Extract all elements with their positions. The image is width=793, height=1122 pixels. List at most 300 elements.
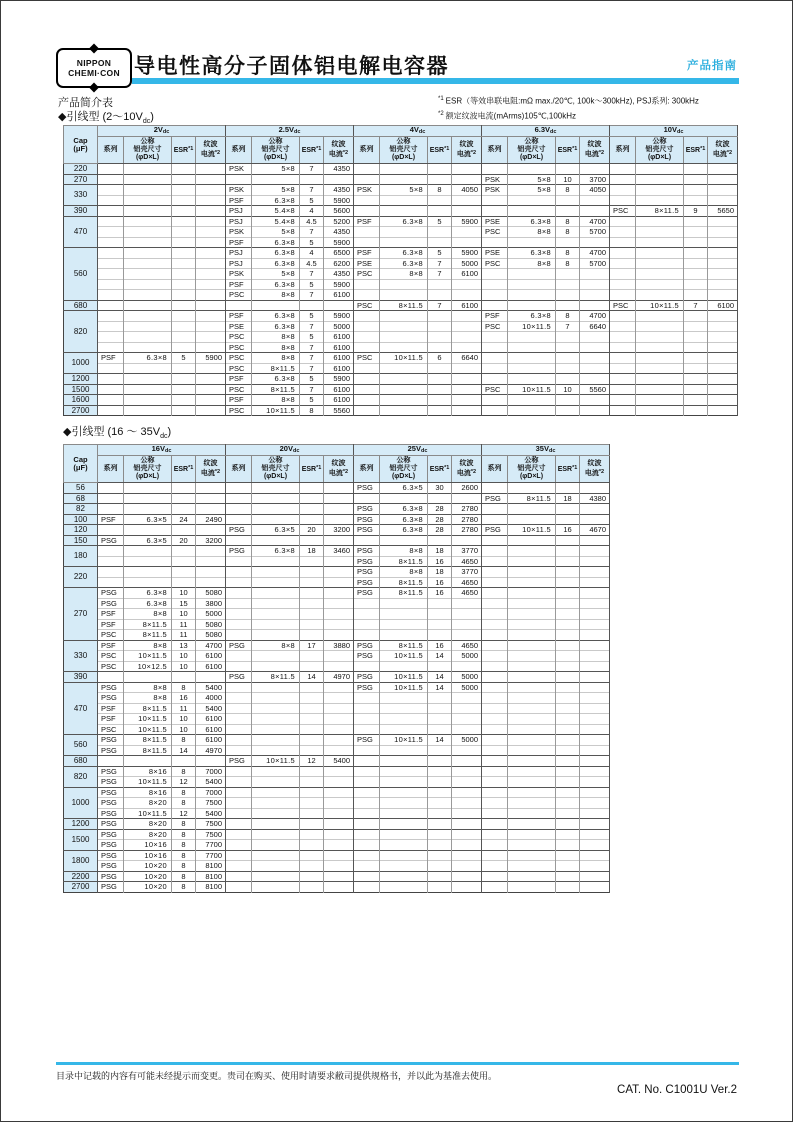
cell-series xyxy=(354,745,380,756)
cell-esr xyxy=(556,682,580,693)
cell-esr xyxy=(556,651,580,662)
cell-size: 10×20 xyxy=(124,871,172,882)
cell-series xyxy=(226,493,252,504)
cell-series: PSG xyxy=(226,640,252,651)
cell-esr xyxy=(428,693,452,704)
cell-series xyxy=(354,321,380,332)
cell-esr xyxy=(428,321,452,332)
cell-esr xyxy=(684,227,708,238)
cell-size: 8×8 xyxy=(124,682,172,693)
cell-size xyxy=(508,808,556,819)
table-row xyxy=(64,300,738,311)
cell-ripple xyxy=(580,798,610,809)
cell-series: PSE xyxy=(482,216,508,227)
cap-value: 270 xyxy=(64,174,98,185)
cell-esr: 14 xyxy=(428,682,452,693)
cell-size xyxy=(636,353,684,364)
cell-esr: 11 xyxy=(172,630,196,641)
cell-ripple xyxy=(452,756,482,767)
cell-esr xyxy=(172,374,196,385)
cell-size: 8×8 xyxy=(380,269,428,280)
cell-size xyxy=(252,735,300,746)
cell-series: PSC xyxy=(226,332,252,343)
title-accent-bar xyxy=(132,78,739,84)
cell-series: PSK xyxy=(482,174,508,185)
cell-esr xyxy=(556,766,580,777)
cell-series xyxy=(354,619,380,630)
cell-series xyxy=(226,745,252,756)
cell-esr xyxy=(556,850,580,861)
cell-esr xyxy=(428,871,452,882)
cell-series: PSG xyxy=(354,672,380,683)
footnotes xyxy=(438,93,699,123)
cell-size: 8×8 xyxy=(124,640,172,651)
cell-ripple xyxy=(452,840,482,851)
cell-ripple xyxy=(196,493,226,504)
cell-size xyxy=(508,556,556,567)
cell-esr xyxy=(556,829,580,840)
cell-ripple: 2780 xyxy=(452,525,482,536)
cell-size xyxy=(380,819,428,830)
cell-size xyxy=(124,237,172,248)
cell-size xyxy=(252,588,300,599)
cell-size xyxy=(508,567,556,578)
cell-size: 8×8 xyxy=(380,546,428,557)
cell-esr: 5 xyxy=(300,311,324,322)
cell-esr: 4.5 xyxy=(300,216,324,227)
cell-size: 10×11.5 xyxy=(380,672,428,683)
cell-esr xyxy=(684,353,708,364)
table1-heading-sub: dc xyxy=(142,118,151,126)
cell-size xyxy=(508,514,556,525)
cell-series xyxy=(354,206,380,217)
cell-series xyxy=(98,321,124,332)
cell-ripple xyxy=(324,871,354,882)
cap-value: 1500 xyxy=(64,384,98,395)
cell-series xyxy=(482,724,508,735)
cell-esr xyxy=(300,735,324,746)
logo-line2: CHEMI·CON xyxy=(68,68,120,78)
cell-size: 8×11.5 xyxy=(124,735,172,746)
cell-esr xyxy=(172,493,196,504)
cell-ripple xyxy=(452,829,482,840)
cap-value: 330 xyxy=(64,640,98,672)
table-row xyxy=(64,514,610,525)
cell-series xyxy=(226,861,252,872)
case-size-column-header: 公称 铝壳尺寸 (φD×L) xyxy=(252,137,300,164)
cell-series: PSF xyxy=(354,248,380,259)
table-row xyxy=(64,556,610,567)
cell-series xyxy=(226,661,252,672)
cell-esr xyxy=(556,609,580,620)
cap-value: 1000 xyxy=(64,787,98,819)
cell-esr xyxy=(428,787,452,798)
cell-size: 6.3×8 xyxy=(124,588,172,599)
cell-series: PSK xyxy=(354,185,380,196)
cell-esr xyxy=(300,861,324,872)
cell-ripple: 5900 xyxy=(324,237,354,248)
cell-esr: 7 xyxy=(428,300,452,311)
cell-size xyxy=(252,798,300,809)
cell-size xyxy=(508,290,556,301)
cell-esr xyxy=(556,164,580,175)
cell-size xyxy=(508,237,556,248)
cap-value: 180 xyxy=(64,546,98,567)
cell-series xyxy=(354,174,380,185)
cell-esr xyxy=(428,829,452,840)
footnote1-marker: *1 xyxy=(438,96,444,102)
cell-ripple xyxy=(580,651,610,662)
cell-ripple xyxy=(324,483,354,494)
cell-esr xyxy=(172,290,196,301)
cell-ripple xyxy=(452,850,482,861)
cell-esr xyxy=(428,374,452,385)
ripple-current-column-header: 纹波 电流$^{*2}$ xyxy=(580,137,610,164)
cell-ripple: 7700 xyxy=(196,840,226,851)
cell-esr xyxy=(172,384,196,395)
cell-esr xyxy=(300,483,324,494)
cell-size xyxy=(380,535,428,546)
cell-size: 8×11.5 xyxy=(124,703,172,714)
cell-series xyxy=(354,724,380,735)
cell-ripple: 2490 xyxy=(196,514,226,525)
cell-esr xyxy=(428,850,452,861)
cell-ripple xyxy=(196,290,226,301)
cell-esr xyxy=(684,174,708,185)
cell-series: PSK xyxy=(226,185,252,196)
cell-size xyxy=(380,227,428,238)
table-row xyxy=(64,321,738,332)
table-row xyxy=(64,588,610,599)
cap-value: 2700 xyxy=(64,882,98,893)
cell-size xyxy=(636,384,684,395)
cell-series: PSG xyxy=(354,640,380,651)
cell-series: PSC xyxy=(610,206,636,217)
case-size-column-header: 公称 铝壳尺寸 (φD×L) xyxy=(124,137,172,164)
voltage-group-header: $35V_{dc}$ xyxy=(482,445,610,456)
cell-size: 6.3×8 xyxy=(252,195,300,206)
cell-esr: 8 xyxy=(556,311,580,322)
cell-series: PSE xyxy=(482,248,508,259)
cell-series xyxy=(482,619,508,630)
cell-esr xyxy=(172,174,196,185)
esr-column-header: ESR$^{*1}$ xyxy=(556,456,580,483)
cell-size xyxy=(252,766,300,777)
cell-esr: 8 xyxy=(172,766,196,777)
cell-series: PSF xyxy=(98,640,124,651)
cell-size xyxy=(508,651,556,662)
cell-series: PSG xyxy=(98,787,124,798)
cell-ripple: 5900 xyxy=(452,216,482,227)
cell-size: 8×11.5 xyxy=(252,363,300,374)
cell-size xyxy=(124,756,172,767)
cell-esr: 8 xyxy=(172,840,196,851)
cell-ripple xyxy=(580,819,610,830)
cap-value: 100 xyxy=(64,514,98,525)
cell-size: 6.3×8 xyxy=(252,258,300,269)
cell-esr: 5 xyxy=(300,237,324,248)
cell-ripple xyxy=(452,808,482,819)
cell-size xyxy=(124,483,172,494)
cell-size: 8×11.5 xyxy=(380,588,428,599)
cell-series xyxy=(482,546,508,557)
cell-series xyxy=(226,609,252,620)
cell-esr: 5 xyxy=(428,248,452,259)
cell-esr: 14 xyxy=(300,672,324,683)
cell-esr xyxy=(428,493,452,504)
cell-ripple: 4970 xyxy=(196,745,226,756)
cell-size: 10×11.5 xyxy=(508,525,556,536)
cell-ripple xyxy=(452,321,482,332)
cell-esr xyxy=(300,300,324,311)
cell-size: 8×8 xyxy=(508,227,556,238)
cell-esr xyxy=(428,384,452,395)
cell-esr xyxy=(684,164,708,175)
cell-series: PSG xyxy=(98,598,124,609)
cell-size xyxy=(508,269,556,280)
cell-esr xyxy=(428,882,452,893)
cell-series xyxy=(226,619,252,630)
cell-size xyxy=(124,332,172,343)
cell-series: PSG xyxy=(354,504,380,515)
cell-esr xyxy=(428,661,452,672)
table-row xyxy=(64,227,738,238)
cell-esr xyxy=(428,395,452,406)
cell-series: PSF xyxy=(354,216,380,227)
cell-series xyxy=(98,405,124,416)
cell-esr xyxy=(300,703,324,714)
cell-ripple xyxy=(196,363,226,374)
cell-ripple: 3800 xyxy=(196,598,226,609)
cell-esr: 28 xyxy=(428,514,452,525)
cell-series xyxy=(482,556,508,567)
cell-esr xyxy=(428,405,452,416)
cell-size xyxy=(252,598,300,609)
table2-heading xyxy=(63,423,171,440)
cell-series xyxy=(354,819,380,830)
cell-ripple: 6200 xyxy=(324,258,354,269)
cell-series xyxy=(482,363,508,374)
cell-esr xyxy=(684,290,708,301)
cell-series xyxy=(482,735,508,746)
cell-esr xyxy=(556,483,580,494)
cell-esr xyxy=(556,882,580,893)
cell-esr xyxy=(428,206,452,217)
cell-esr: 8 xyxy=(172,798,196,809)
cell-esr xyxy=(172,405,196,416)
cell-ripple: 5900 xyxy=(324,195,354,206)
cell-esr: 7 xyxy=(428,269,452,280)
cell-ripple: 5900 xyxy=(452,248,482,259)
cell-size xyxy=(124,321,172,332)
cell-series: PSG xyxy=(354,525,380,536)
cell-esr: 10 xyxy=(172,588,196,599)
cell-series: PSF xyxy=(98,714,124,725)
cell-series xyxy=(354,714,380,725)
cell-series: PSF xyxy=(98,514,124,525)
cell-series xyxy=(98,227,124,238)
cell-ripple: 5560 xyxy=(324,405,354,416)
cell-size: 8×8 xyxy=(252,640,300,651)
table1-heading xyxy=(58,108,154,125)
table-row xyxy=(64,164,738,175)
cell-esr xyxy=(428,766,452,777)
cell-esr: 4.5 xyxy=(300,258,324,269)
cell-size xyxy=(636,290,684,301)
cell-ripple xyxy=(580,829,610,840)
cell-size xyxy=(636,195,684,206)
cell-size xyxy=(636,237,684,248)
section-heading: 产品简介表 xyxy=(58,97,113,109)
cell-ripple: 7500 xyxy=(196,819,226,830)
cell-ripple xyxy=(580,290,610,301)
cell-series xyxy=(98,248,124,259)
cell-ripple xyxy=(580,714,610,725)
cell-size: 8×11.5 xyxy=(380,300,428,311)
cell-esr xyxy=(300,829,324,840)
cell-series xyxy=(482,819,508,830)
cell-size: 8×11.5 xyxy=(380,640,428,651)
cell-esr xyxy=(172,258,196,269)
cell-esr: 6 xyxy=(428,353,452,364)
cell-ripple: 5900 xyxy=(324,311,354,322)
cell-series xyxy=(226,682,252,693)
table-row xyxy=(64,703,610,714)
cell-size xyxy=(380,493,428,504)
cell-series xyxy=(482,798,508,809)
cell-ripple xyxy=(452,174,482,185)
cell-series xyxy=(226,871,252,882)
cell-size xyxy=(252,829,300,840)
cell-ripple xyxy=(708,395,738,406)
cell-size xyxy=(252,609,300,620)
cell-ripple xyxy=(324,661,354,672)
cell-esr xyxy=(300,174,324,185)
cell-series xyxy=(98,311,124,322)
cell-series xyxy=(354,756,380,767)
cell-ripple: 4050 xyxy=(580,185,610,196)
cell-esr xyxy=(428,363,452,374)
cell-series xyxy=(226,787,252,798)
cell-size xyxy=(508,405,556,416)
cell-size xyxy=(508,735,556,746)
cell-ripple: 6100 xyxy=(324,342,354,353)
cell-esr: 10 xyxy=(556,174,580,185)
cell-series xyxy=(610,290,636,301)
cell-ripple: 4650 xyxy=(452,640,482,651)
cell-esr xyxy=(428,237,452,248)
cell-ripple xyxy=(196,483,226,494)
cell-ripple xyxy=(324,703,354,714)
cell-esr xyxy=(684,395,708,406)
cell-esr xyxy=(172,195,196,206)
case-size-column-header: 公称 铝壳尺寸 (φD×L) xyxy=(380,456,428,483)
cell-series xyxy=(98,395,124,406)
cell-size xyxy=(124,504,172,515)
cell-size: 10×11.5 xyxy=(508,384,556,395)
footer-disclaimer: 目录中记载的内容有可能未经提示而变更。贵司在购买、使用时请要求敝司提供规格书，并以此为基准去使用。 xyxy=(56,1071,498,1081)
series-column-header: 系列 xyxy=(226,456,252,483)
cell-size xyxy=(380,206,428,217)
cell-series xyxy=(354,164,380,175)
cell-series xyxy=(98,504,124,515)
cell-series xyxy=(482,405,508,416)
footnote-ripple xyxy=(438,108,699,123)
cell-esr: 12 xyxy=(172,777,196,788)
cell-series xyxy=(226,819,252,830)
cell-ripple xyxy=(580,195,610,206)
cell-series: PSG xyxy=(98,829,124,840)
cell-ripple: 3700 xyxy=(580,174,610,185)
cell-size xyxy=(124,672,172,683)
table2-heading-close: ) xyxy=(167,426,172,438)
cell-series xyxy=(482,840,508,851)
cell-ripple xyxy=(196,206,226,217)
cell-size xyxy=(124,269,172,280)
cell-size: 8×11.5 xyxy=(380,577,428,588)
cell-esr xyxy=(428,609,452,620)
cell-ripple xyxy=(452,609,482,620)
cell-size xyxy=(124,279,172,290)
cell-size xyxy=(636,342,684,353)
cell-esr xyxy=(300,630,324,641)
cell-series xyxy=(226,535,252,546)
cell-ripple xyxy=(452,405,482,416)
cell-ripple xyxy=(452,703,482,714)
table-row xyxy=(64,640,610,651)
cell-size: 10×11.5 xyxy=(380,682,428,693)
cell-esr xyxy=(428,819,452,830)
cell-series xyxy=(354,363,380,374)
cap-value: 120 xyxy=(64,525,98,536)
cell-series xyxy=(610,216,636,227)
footnote2-marker: *2 xyxy=(438,111,444,118)
cell-ripple xyxy=(580,693,610,704)
cell-series: PSJ xyxy=(226,258,252,269)
cell-series: PSG xyxy=(354,556,380,567)
cell-ripple: 6100 xyxy=(324,353,354,364)
cell-esr: 7 xyxy=(300,185,324,196)
cell-ripple xyxy=(196,300,226,311)
cell-size: 5×8 xyxy=(252,269,300,280)
cell-size: 8×11.5 xyxy=(380,556,428,567)
cell-ripple xyxy=(708,405,738,416)
cell-size xyxy=(380,374,428,385)
cell-esr xyxy=(172,164,196,175)
cell-size xyxy=(508,598,556,609)
cell-ripple: 6100 xyxy=(196,661,226,672)
cell-esr xyxy=(428,798,452,809)
table-row xyxy=(64,332,738,343)
cell-size xyxy=(124,258,172,269)
cell-size xyxy=(508,756,556,767)
product-guide-label: 产品指南 xyxy=(687,60,737,72)
cell-series xyxy=(482,206,508,217)
esr-column-header: ESR$^{*1}$ xyxy=(684,137,708,164)
cell-series xyxy=(482,395,508,406)
cell-size: 10×11.5 xyxy=(124,777,172,788)
cell-esr: 18 xyxy=(556,493,580,504)
cell-size xyxy=(380,598,428,609)
cell-ripple xyxy=(452,332,482,343)
cell-series xyxy=(482,353,508,364)
cell-esr xyxy=(172,269,196,280)
cell-series: PSF xyxy=(98,703,124,714)
cell-size xyxy=(252,493,300,504)
cell-series xyxy=(98,342,124,353)
cell-size xyxy=(508,619,556,630)
cell-ripple xyxy=(324,714,354,725)
